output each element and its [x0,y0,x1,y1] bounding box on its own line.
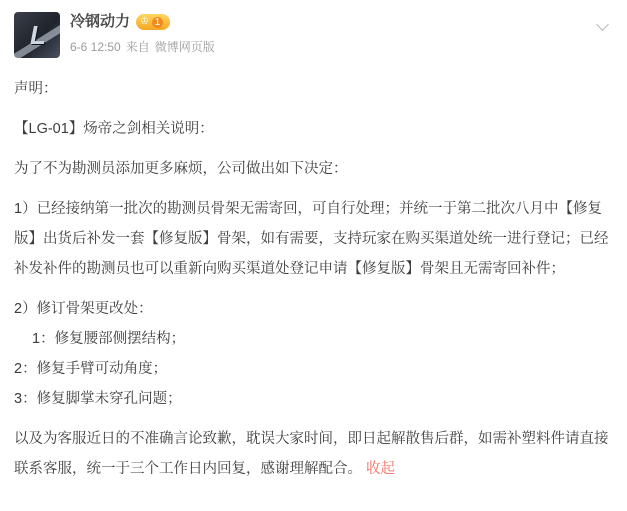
content-line: 为了不为勘测员添加更多麻烦，公司做出如下决定： [14,161,348,177]
post-meta [70,10,613,56]
post-content [14,74,613,484]
content-spacer [14,414,613,424]
content-line: 2：修复手臂可动角度； [14,361,168,377]
content-line: 声明： [14,81,58,97]
content-spacer [14,144,613,154]
content-line: 3：修复脚掌未穿孔问题； [14,391,182,407]
content-spacer [14,184,613,194]
source-link[interactable]: 微博网页版 [154,40,215,54]
avatar[interactable] [14,12,60,58]
post-timestamp: 6-6 12:50 [70,40,121,54]
post-header [14,10,613,62]
content-spacer [14,284,613,294]
chevron-down-icon[interactable] [595,16,611,32]
content-spacer [14,104,613,114]
crown-icon: ♔ [140,16,149,27]
content-line: 【LG-01】炀帝之剑相关说明： [14,121,214,137]
content-text: 以及为客服近日的不准确言论致歉，耽误大家时间，即日起解散售后群，如需补塑料件请直接联系客服，统一于三个工作日内回复，感谢理解配合。 [14,431,609,477]
source-prefix: 来自 [125,40,150,54]
content-line: 1）已经接纳第一批次的勘测员骨架无需寄回，可自行处理；并统一于第二批次八月中【修复版】出货后补发一套【修复版】骨架，如有需要，支持玩家在购买渠道处统一进行登记；已经补发补件的勘测员也可以重新向购买渠道处登记申请【修复版】骨架且无需寄回补件； [14,201,609,277]
post-time-row [70,39,613,56]
author-name[interactable]: 冷钢动力 [70,13,131,30]
author-row [70,11,613,33]
avatar-initial: L [30,19,44,50]
collapse-link[interactable]: 收起 [366,461,395,477]
vip-badge[interactable] [136,14,170,30]
content-line: 2）修订骨架更改处： [14,301,153,317]
vip-level: 1 [152,17,163,28]
content-line-last [14,424,613,484]
content-line: 1：修复腰部侧摆结构； [32,331,186,347]
